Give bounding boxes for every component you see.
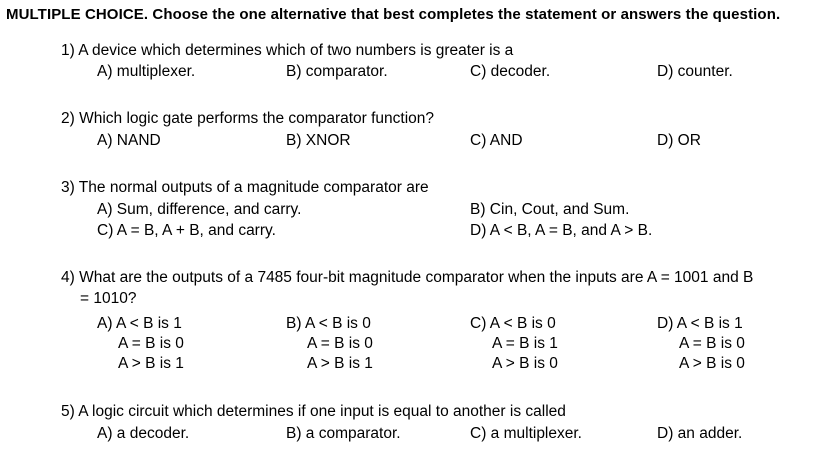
option-line: A > B is 0 (679, 355, 745, 372)
question-1-option-d: D) counter. (657, 63, 733, 80)
option-line: A = B is 0 (307, 335, 373, 352)
option-line: C) A < B is 0 (470, 315, 556, 332)
option-line: A = B is 1 (492, 335, 558, 352)
question-4-stem-line-1: 4) What are the outputs of a 7485 four-bit magnitude comparator when the inputs are A = 1001 and B (61, 269, 754, 286)
question-5-option-c: C) a multiplexer. (470, 425, 582, 442)
option-line: D) A < B is 1 (657, 315, 743, 332)
option-line: A = B is 0 (679, 335, 745, 352)
option-line: A > B is 0 (492, 355, 558, 372)
question-4-option-d (657, 314, 745, 374)
question-4-stem-line-2: = 1010? (80, 290, 137, 307)
question-5-option-a: A) a decoder. (97, 425, 190, 442)
question-1-option-c: C) decoder. (470, 63, 551, 80)
instructions-header: MULTIPLE CHOICE. Choose the one alternative that best completes the statement or answers the question. (6, 6, 781, 23)
question-3-option-c: C) A = B, A + B, and carry. (97, 222, 276, 239)
question-2-option-c: C) AND (470, 132, 523, 149)
option-line: B) A < B is 0 (286, 315, 371, 332)
option-line: A) A < B is 1 (97, 315, 182, 332)
question-4-option-b (286, 314, 373, 374)
question-5-option-d: D) an adder. (657, 425, 743, 442)
question-1-stem: 1) A device which determines which of two numbers is greater is a (61, 42, 514, 59)
option-line: A = B is 0 (118, 335, 184, 352)
question-4-option-c (470, 314, 558, 374)
question-2-option-b: B) XNOR (286, 132, 351, 149)
question-1-option-a: A) multiplexer. (97, 63, 196, 80)
question-5-stem: 5) A logic circuit which determines if one input is equal to another is called (61, 403, 566, 420)
option-line: A > B is 1 (118, 355, 184, 372)
question-2-stem: 2) Which logic gate performs the comparator function? (61, 110, 435, 127)
question-3-option-a: A) Sum, difference, and carry. (97, 201, 302, 218)
question-2-option-d: D) OR (657, 132, 701, 149)
question-5-option-b: B) a comparator. (286, 425, 401, 442)
option-line: A > B is 1 (307, 355, 373, 372)
question-2-option-a: A) NAND (97, 132, 161, 149)
question-3-stem: 3) The normal outputs of a magnitude comparator are (61, 179, 429, 196)
question-3-option-d: D) A < B, A = B, and A > B. (470, 222, 653, 239)
question-4-option-a (97, 314, 184, 374)
question-1-option-b: B) comparator. (286, 63, 388, 80)
question-3-option-b: B) Cin, Cout, and Sum. (470, 201, 630, 218)
